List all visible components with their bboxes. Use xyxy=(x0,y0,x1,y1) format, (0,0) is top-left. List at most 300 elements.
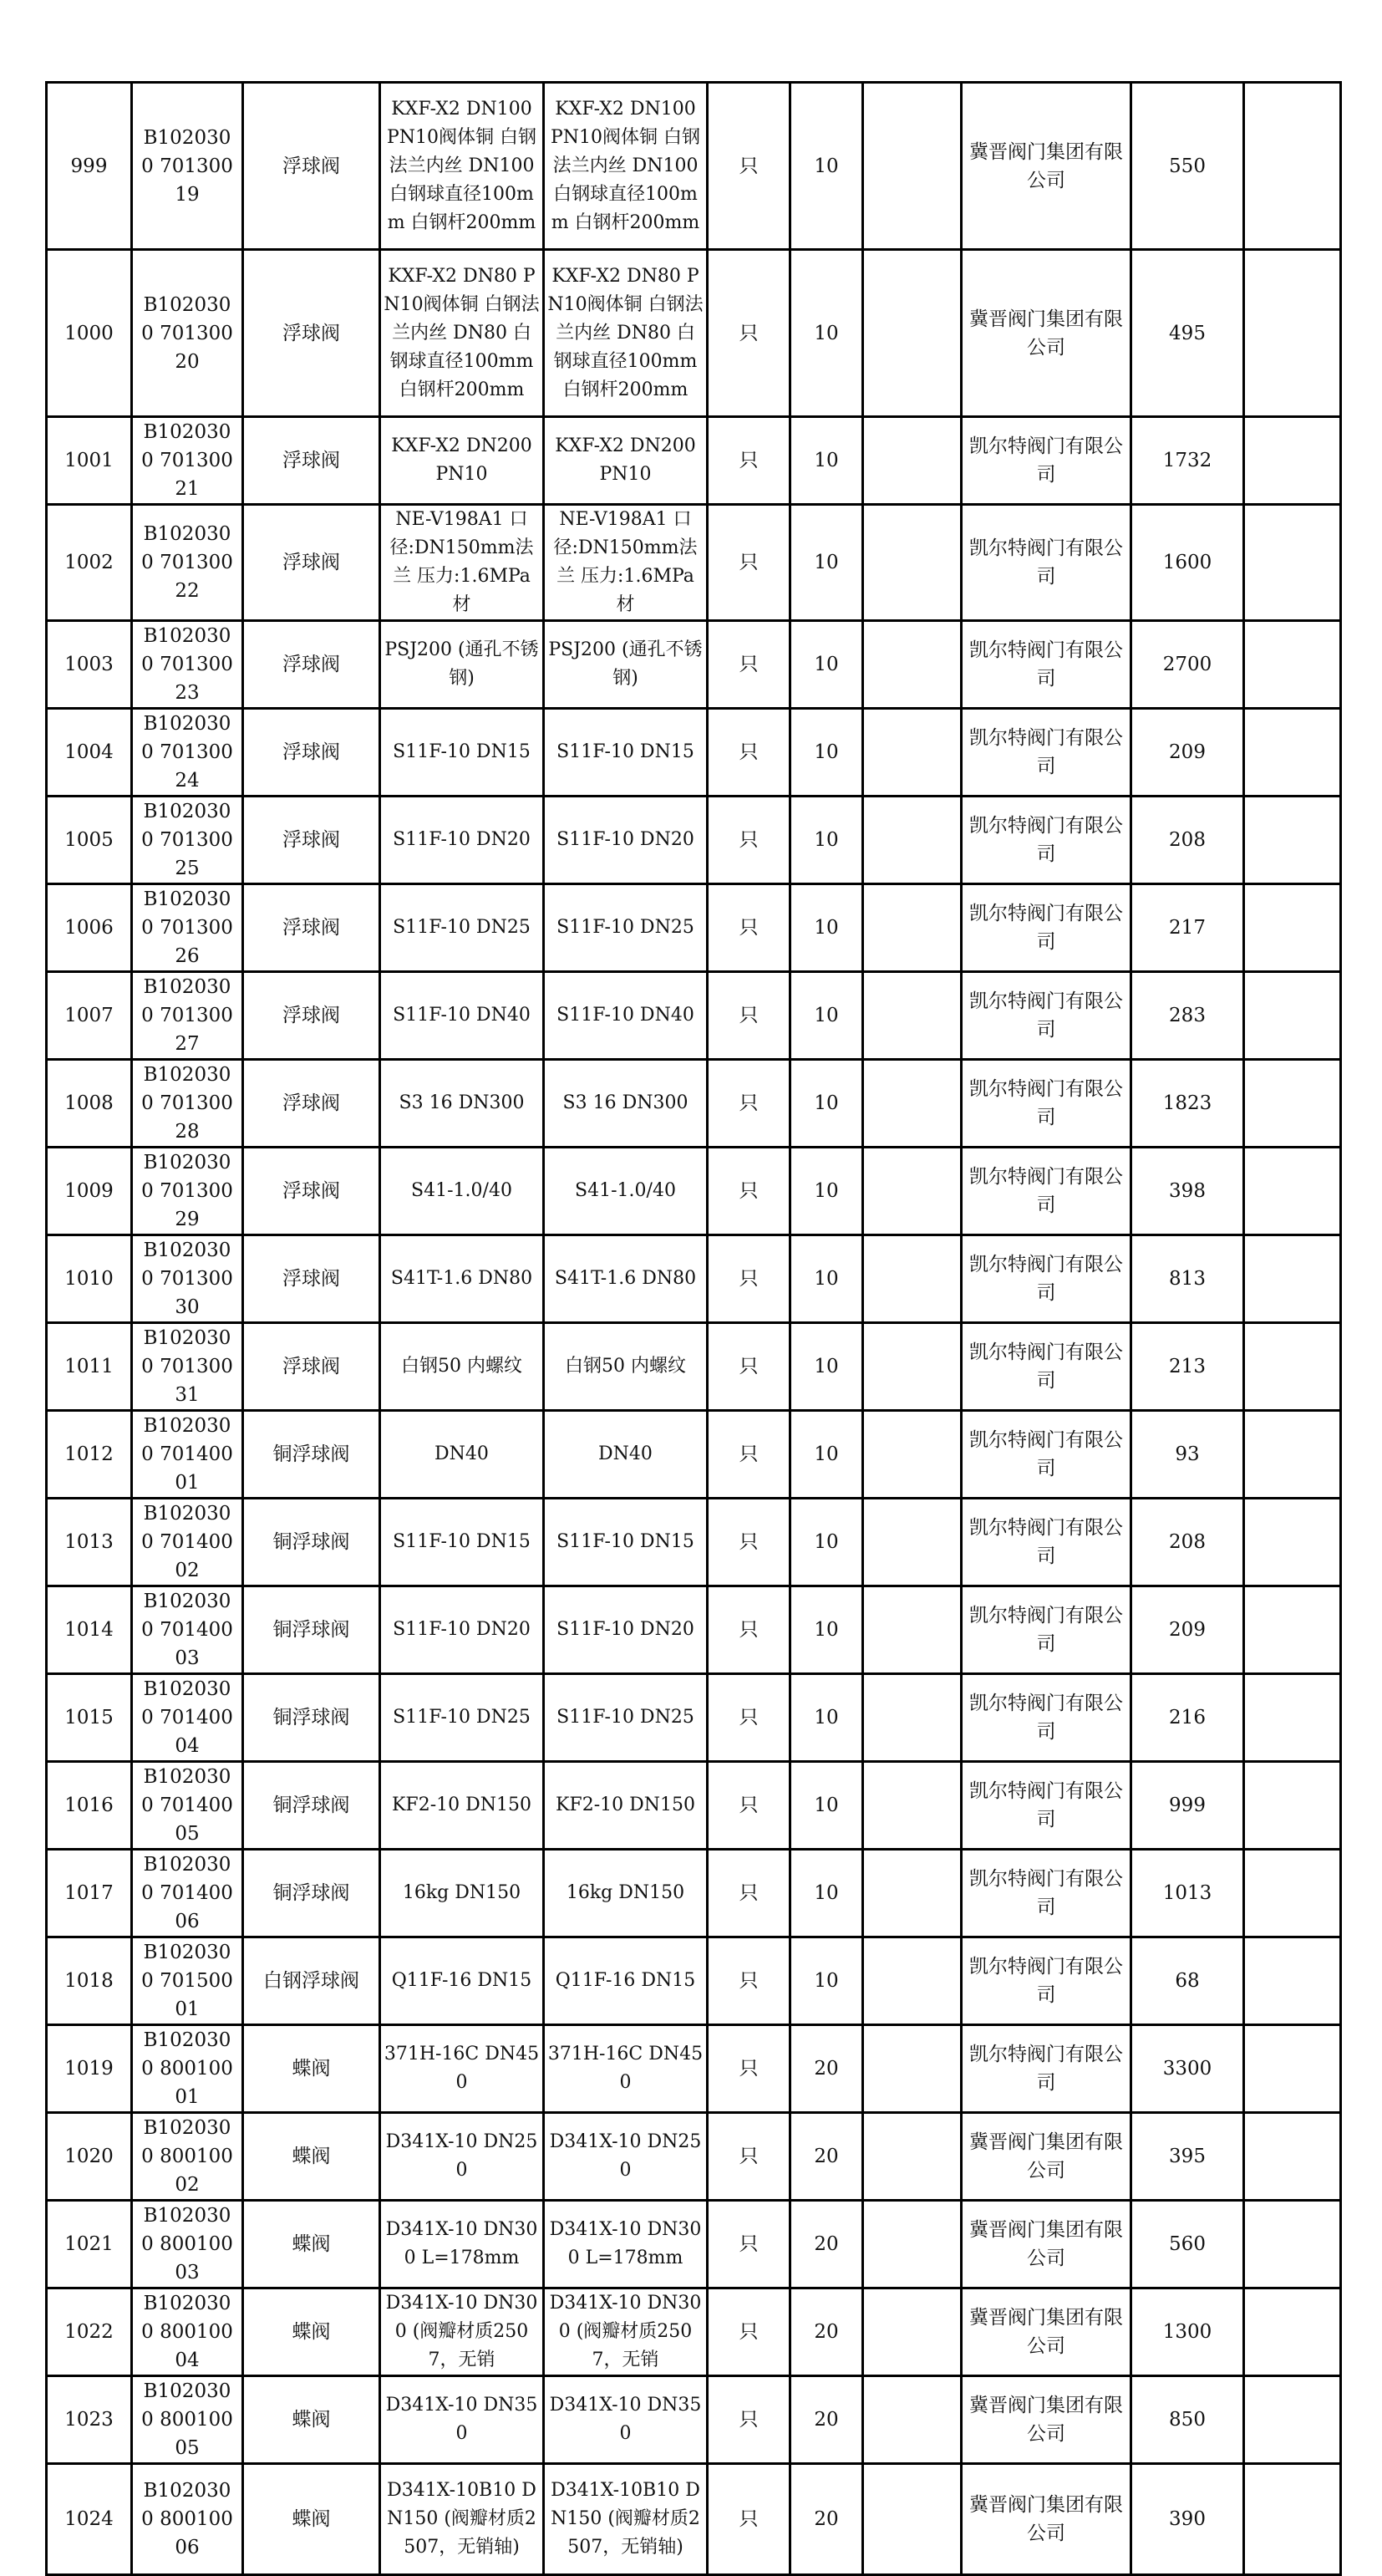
row-number-cell xyxy=(47,83,132,250)
spec-detail-text: 白钢50 内螺纹 xyxy=(565,1356,686,1377)
row-number: 1001 xyxy=(64,450,114,471)
quantity-text: 10 xyxy=(814,1443,839,1465)
quantity-text-cell xyxy=(790,884,863,972)
quantity-text: 10 xyxy=(814,1005,839,1026)
row-number: 1000 xyxy=(64,322,114,344)
unit-text: 只 xyxy=(739,450,759,471)
supplier-name-cell xyxy=(962,1411,1131,1499)
empty-cell-cell xyxy=(1244,1499,1341,1586)
unit-price: 1600 xyxy=(1162,552,1212,573)
supplier-name: 凯尔特阀门有限公司 xyxy=(969,1429,1123,1479)
row-number-cell xyxy=(47,505,132,621)
spec-detail-text: DN40 xyxy=(598,1443,653,1464)
item-code-cell xyxy=(132,2376,243,2464)
quantity-text: 20 xyxy=(814,2409,839,2431)
spec-text-cell xyxy=(380,1586,544,1674)
spec-detail-text-cell xyxy=(544,1499,708,1586)
unit-price: 216 xyxy=(1169,1707,1206,1728)
table-row xyxy=(47,2025,1341,2113)
row-number-cell xyxy=(47,1411,132,1499)
empty-cell-cell xyxy=(863,2201,962,2288)
table-row xyxy=(47,2201,1341,2288)
spec-text: 16kg DN150 xyxy=(402,1882,521,1903)
spec-text-cell xyxy=(380,1235,544,1323)
quantity-text: 20 xyxy=(814,2146,839,2167)
item-name-cell xyxy=(243,709,380,797)
spec-text: D341X-10 DN250 xyxy=(385,2131,538,2181)
unit-text-cell xyxy=(708,1762,790,1850)
row-number: 1015 xyxy=(64,1707,114,1728)
item-code: B1020300 70140006 xyxy=(141,1854,233,1932)
unit-text-cell xyxy=(708,1060,790,1148)
supplier-name: 凯尔特阀门有限公司 xyxy=(969,903,1123,953)
spec-detail-text: KXF-X2 DN200 PN10 xyxy=(555,435,696,485)
empty-cell-cell xyxy=(863,1674,962,1762)
item-name: 铜浮球阀 xyxy=(272,1619,350,1641)
unit-price-cell xyxy=(1131,1937,1244,2025)
empty-cell-cell xyxy=(863,1235,962,1323)
quantity-text-cell xyxy=(790,1850,863,1937)
item-name: 铜浮球阀 xyxy=(272,1531,350,1553)
row-number-cell xyxy=(47,972,132,1060)
quantity-text-cell xyxy=(790,1411,863,1499)
spec-detail-text-cell xyxy=(544,1060,708,1148)
quantity-text: 10 xyxy=(814,1882,839,1904)
item-code-cell xyxy=(132,1411,243,1499)
supplier-name: 凯尔特阀门有限公司 xyxy=(969,1693,1123,1743)
supplier-name: 凯尔特阀门有限公司 xyxy=(969,2044,1123,2094)
item-name-cell xyxy=(243,2288,380,2376)
item-code: B1020300 70130023 xyxy=(141,625,233,704)
item-name-cell xyxy=(243,1850,380,1937)
spec-text: PSJ200 (通孔不锈钢) xyxy=(384,639,539,689)
row-number-cell xyxy=(47,250,132,417)
item-code-cell xyxy=(132,417,243,505)
unit-text: 只 xyxy=(739,2508,759,2530)
spec-detail-text-cell xyxy=(544,1937,708,2025)
quantity-text: 10 xyxy=(814,1092,839,1114)
quantity-text-cell xyxy=(790,1148,863,1235)
unit-price: 1013 xyxy=(1162,1882,1212,1904)
unit-price: 3300 xyxy=(1162,2058,1212,2080)
item-name: 浮球阀 xyxy=(282,450,340,471)
item-name-cell xyxy=(243,621,380,709)
empty-cell-cell xyxy=(1244,621,1341,709)
item-code: B1020300 80010004 xyxy=(141,2293,233,2371)
item-code: B1020300 70140002 xyxy=(141,1503,233,1581)
unit-text: 只 xyxy=(739,1092,759,1114)
empty-cell-cell xyxy=(1244,2025,1341,2113)
row-number-cell xyxy=(47,417,132,505)
table-row xyxy=(47,1586,1341,1674)
unit-text: 只 xyxy=(739,1795,759,1816)
quantity-text-cell xyxy=(790,505,863,621)
item-code-cell xyxy=(132,709,243,797)
item-name-cell xyxy=(243,1411,380,1499)
unit-text-cell xyxy=(708,2464,790,2575)
spec-detail-text: D341X-10 DN350 xyxy=(549,2395,702,2444)
item-code-cell xyxy=(132,884,243,972)
table-row xyxy=(47,250,1341,417)
unit-text: 只 xyxy=(739,917,759,939)
supplier-name: 凯尔特阀门有限公司 xyxy=(969,639,1123,690)
unit-price: 213 xyxy=(1169,1356,1206,1377)
unit-text: 只 xyxy=(739,2233,759,2255)
row-number-cell xyxy=(47,1235,132,1323)
spec-detail-text: 371H-16C DN450 xyxy=(547,2044,704,2093)
item-code: B1020300 70140005 xyxy=(141,1766,233,1845)
row-number-cell xyxy=(47,2201,132,2288)
item-code: B1020300 70150001 xyxy=(141,1942,233,2020)
empty-cell-cell xyxy=(863,709,962,797)
empty-cell-cell xyxy=(1244,1586,1341,1674)
empty-cell-cell xyxy=(1244,417,1341,505)
unit-text-cell xyxy=(708,709,790,797)
spec-detail-text: KXF-X2 DN100 PN10阀体铜 白钢法兰内丝 DN100 白钢球直径100mm 白钢杆200mm xyxy=(550,98,701,233)
spec-text-cell xyxy=(380,1060,544,1148)
spec-text: D341X-10B10 DN150 (阀瓣材质2507，无销轴) xyxy=(387,2480,536,2558)
unit-text: 只 xyxy=(739,1707,759,1728)
item-name: 蝶阀 xyxy=(292,2508,331,2530)
spec-detail-text: KF2-10 DN150 xyxy=(556,1795,695,1815)
quantity-text-cell xyxy=(790,2113,863,2201)
empty-cell-cell xyxy=(863,621,962,709)
item-name-cell xyxy=(243,972,380,1060)
supplier-name-cell xyxy=(962,709,1131,797)
empty-cell-cell xyxy=(1244,709,1341,797)
empty-cell-cell xyxy=(1244,505,1341,621)
unit-price-cell xyxy=(1131,505,1244,621)
row-number: 1021 xyxy=(64,2233,114,2255)
item-code-cell xyxy=(132,621,243,709)
table-row xyxy=(47,2288,1341,2376)
item-code-cell xyxy=(132,1586,243,1674)
row-number: 1017 xyxy=(64,1882,114,1904)
unit-price: 209 xyxy=(1169,741,1206,763)
spec-detail-text-cell xyxy=(544,1235,708,1323)
table-row xyxy=(47,505,1341,621)
table-row xyxy=(47,83,1341,250)
unit-price-cell xyxy=(1131,417,1244,505)
unit-text-cell xyxy=(708,250,790,417)
unit-text-cell xyxy=(708,1586,790,1674)
item-name: 浮球阀 xyxy=(282,917,340,939)
unit-text-cell xyxy=(708,621,790,709)
unit-text: 只 xyxy=(739,2058,759,2080)
empty-cell-cell xyxy=(863,884,962,972)
unit-price-cell xyxy=(1131,709,1244,797)
empty-cell-cell xyxy=(1244,1411,1341,1499)
item-code: B1020300 70130019 xyxy=(141,126,233,206)
item-code: B1020300 70140003 xyxy=(141,1591,233,1669)
quantity-text-cell xyxy=(790,2464,863,2575)
quantity-text: 10 xyxy=(814,829,839,851)
empty-cell-cell xyxy=(863,2464,962,2575)
spec-text: D341X-10 DN300 L=178mm xyxy=(385,2219,538,2268)
row-number: 1019 xyxy=(64,2058,114,2080)
spec-detail-text: S41T-1.6 DN80 xyxy=(554,1268,697,1289)
unit-text-cell xyxy=(708,1850,790,1937)
unit-text: 只 xyxy=(739,1882,759,1904)
supplier-name: 凯尔特阀门有限公司 xyxy=(969,1956,1123,2006)
item-name: 铜浮球阀 xyxy=(272,1443,350,1465)
table-body xyxy=(47,83,1341,2575)
quantity-text: 10 xyxy=(814,155,839,177)
item-code-cell xyxy=(132,2113,243,2201)
item-code-cell xyxy=(132,1323,243,1411)
spec-text: S41T-1.6 DN80 xyxy=(390,1268,533,1289)
unit-price-cell xyxy=(1131,621,1244,709)
quantity-text: 10 xyxy=(814,322,839,344)
item-name-cell xyxy=(243,797,380,884)
unit-text: 只 xyxy=(739,2409,759,2431)
spec-text: KXF-X2 DN80 PN10阀体铜 白钢法兰内丝 DN80 白钢球直径100mm 白钢杆200mm xyxy=(384,265,540,400)
quantity-text-cell xyxy=(790,621,863,709)
unit-text-cell xyxy=(708,797,790,884)
spec-detail-text-cell xyxy=(544,2464,708,2575)
spec-detail-text: D341X-10 DN300 L=178mm xyxy=(549,2219,702,2268)
spec-detail-text-cell xyxy=(544,797,708,884)
spec-text-cell xyxy=(380,2113,544,2201)
quantity-text-cell xyxy=(790,1674,863,1762)
supplier-name-cell xyxy=(962,2113,1131,2201)
empty-cell-cell xyxy=(863,1148,962,1235)
item-code-cell xyxy=(132,250,243,417)
empty-cell-cell xyxy=(863,797,962,884)
spec-detail-text: D341X-10B10 DN150 (阀瓣材质2507，无销轴) xyxy=(551,2480,700,2558)
spec-text: S11F-10 DN25 xyxy=(393,1707,531,1728)
row-number: 1006 xyxy=(64,917,114,939)
supplier-name-cell xyxy=(962,505,1131,621)
unit-price: 1300 xyxy=(1162,2321,1212,2343)
spec-detail-text: D341X-10 DN250 xyxy=(549,2131,702,2181)
item-name-cell xyxy=(243,1148,380,1235)
supplier-name-cell xyxy=(962,2288,1131,2376)
item-name-cell xyxy=(243,1499,380,1586)
unit-price-cell xyxy=(1131,2201,1244,2288)
unit-text-cell xyxy=(708,972,790,1060)
item-code: B1020300 70130021 xyxy=(141,421,233,500)
supplier-name: 冀晋阀门集团有限公司 xyxy=(969,308,1123,359)
spec-detail-text-cell xyxy=(544,2025,708,2113)
supplier-name-cell xyxy=(962,1850,1131,1937)
table-row xyxy=(47,2376,1341,2464)
unit-price: 208 xyxy=(1169,1531,1206,1553)
unit-text-cell xyxy=(708,1148,790,1235)
item-code: B1020300 80010006 xyxy=(141,2480,233,2558)
item-name: 浮球阀 xyxy=(282,322,340,344)
item-name-cell xyxy=(243,417,380,505)
spec-detail-text-cell xyxy=(544,621,708,709)
unit-price-cell xyxy=(1131,1411,1244,1499)
supplier-name: 凯尔特阀门有限公司 xyxy=(969,1517,1123,1567)
spec-detail-text: NE-V198A1 口径:DN150mm法兰 压力:1.6MPa 材 xyxy=(553,509,698,615)
quantity-text: 10 xyxy=(814,552,839,573)
spec-text-cell xyxy=(380,2025,544,2113)
table-row xyxy=(47,621,1341,709)
supplier-name: 凯尔特阀门有限公司 xyxy=(969,1780,1123,1830)
item-name-cell xyxy=(243,2201,380,2288)
spec-detail-text: Q11F-16 DN15 xyxy=(555,1970,696,1991)
spec-detail-text-cell xyxy=(544,250,708,417)
table-row xyxy=(47,1674,1341,1762)
supplier-name: 冀晋阀门集团有限公司 xyxy=(969,140,1123,191)
unit-price: 813 xyxy=(1169,1268,1206,1290)
item-name: 浮球阀 xyxy=(282,741,340,763)
unit-text-cell xyxy=(708,1499,790,1586)
item-code: B1020300 70130027 xyxy=(141,976,233,1055)
spec-text-cell xyxy=(380,2464,544,2575)
item-name-cell xyxy=(243,1060,380,1148)
spec-detail-text: S41-1.0/40 xyxy=(575,1180,676,1201)
spec-text-cell xyxy=(380,1499,544,1586)
empty-cell-cell xyxy=(863,1060,962,1148)
unit-text: 只 xyxy=(739,1005,759,1026)
spec-text: 371H-16C DN450 xyxy=(384,2044,540,2093)
spec-text: S11F-10 DN15 xyxy=(393,741,531,762)
table-row xyxy=(47,1762,1341,1850)
spec-detail-text-cell xyxy=(544,2376,708,2464)
unit-price: 1823 xyxy=(1162,1092,1212,1114)
unit-text-cell xyxy=(708,1411,790,1499)
item-code: B1020300 80010003 xyxy=(141,2205,233,2283)
supplier-name-cell xyxy=(962,1323,1131,1411)
item-name: 蝶阀 xyxy=(292,2409,331,2431)
unit-price-cell xyxy=(1131,1235,1244,1323)
spec-text: KF2-10 DN150 xyxy=(392,1795,531,1815)
spec-text-cell xyxy=(380,884,544,972)
item-name-cell xyxy=(243,505,380,621)
unit-price-cell xyxy=(1131,250,1244,417)
quantity-text: 20 xyxy=(814,2058,839,2080)
unit-price: 395 xyxy=(1169,2146,1206,2167)
row-number-cell xyxy=(47,1586,132,1674)
row-number-cell xyxy=(47,1323,132,1411)
empty-cell-cell xyxy=(863,417,962,505)
unit-price: 68 xyxy=(1175,1970,1200,1992)
spec-detail-text: S11F-10 DN25 xyxy=(556,917,694,938)
row-number-cell xyxy=(47,2025,132,2113)
supplier-name: 冀晋阀门集团有限公司 xyxy=(969,2219,1123,2269)
unit-text-cell xyxy=(708,2376,790,2464)
unit-text: 只 xyxy=(739,829,759,851)
row-number: 1011 xyxy=(64,1356,114,1377)
item-name: 浮球阀 xyxy=(282,155,340,177)
item-code-cell xyxy=(132,972,243,1060)
item-name: 铜浮球阀 xyxy=(272,1707,350,1728)
supplier-name: 冀晋阀门集团有限公司 xyxy=(969,2307,1123,2357)
supplier-name: 凯尔特阀门有限公司 xyxy=(969,1341,1123,1392)
unit-price-cell xyxy=(1131,1499,1244,1586)
row-number: 1018 xyxy=(64,1970,114,1992)
quantity-text: 10 xyxy=(814,1356,839,1377)
row-number: 1010 xyxy=(64,1268,114,1290)
spec-detail-text-cell xyxy=(544,1323,708,1411)
spec-text: 白钢50 内螺纹 xyxy=(401,1356,522,1377)
unit-price: 495 xyxy=(1169,322,1206,344)
spec-detail-text: S11F-10 DN25 xyxy=(556,1707,694,1728)
supplier-name-cell xyxy=(962,2025,1131,2113)
row-number-cell xyxy=(47,2376,132,2464)
table-row xyxy=(47,1850,1341,1937)
row-number-cell xyxy=(47,1060,132,1148)
unit-price: 999 xyxy=(1169,1795,1206,1816)
unit-price: 550 xyxy=(1169,155,1206,177)
unit-text: 只 xyxy=(739,1531,759,1553)
spec-detail-text-cell xyxy=(544,1411,708,1499)
spec-text-cell xyxy=(380,2376,544,2464)
empty-cell-cell xyxy=(1244,2288,1341,2376)
row-number-cell xyxy=(47,2464,132,2575)
spec-text-cell xyxy=(380,505,544,621)
spec-text-cell xyxy=(380,1937,544,2025)
unit-text: 只 xyxy=(739,2146,759,2167)
spec-detail-text: KXF-X2 DN80 PN10阀体铜 白钢法兰内丝 DN80 白钢球直径100mm 白钢杆200mm xyxy=(547,265,704,400)
unit-price-cell xyxy=(1131,83,1244,250)
spec-detail-text: S11F-10 DN40 xyxy=(556,1005,694,1026)
supplier-name-cell xyxy=(962,1235,1131,1323)
spec-text-cell xyxy=(380,1411,544,1499)
spec-detail-text-cell xyxy=(544,1762,708,1850)
quantity-text: 20 xyxy=(814,2321,839,2343)
spec-detail-text: D341X-10 DN300 (阀瓣材质2507，无销 xyxy=(549,2293,702,2370)
spec-text-cell xyxy=(380,1762,544,1850)
unit-price-cell xyxy=(1131,1674,1244,1762)
quantity-text: 10 xyxy=(814,1619,839,1641)
spec-detail-text-cell xyxy=(544,972,708,1060)
item-code-cell xyxy=(132,2201,243,2288)
spec-text: S11F-10 DN15 xyxy=(393,1531,531,1552)
unit-text-cell xyxy=(708,2288,790,2376)
spec-detail-text: S11F-10 DN15 xyxy=(556,741,694,762)
table-row xyxy=(47,2113,1341,2201)
item-name: 浮球阀 xyxy=(282,654,340,675)
table-row xyxy=(47,709,1341,797)
item-code-cell xyxy=(132,2288,243,2376)
item-name: 铜浮球阀 xyxy=(272,1795,350,1816)
supplier-name: 凯尔特阀门有限公司 xyxy=(969,1078,1123,1128)
supplier-name-cell xyxy=(962,1060,1131,1148)
item-name: 浮球阀 xyxy=(282,1356,340,1377)
supplier-name: 凯尔特阀门有限公司 xyxy=(969,435,1123,486)
item-name-cell xyxy=(243,1674,380,1762)
empty-cell-cell xyxy=(863,1762,962,1850)
quantity-text: 10 xyxy=(814,1531,839,1553)
supplier-name-cell xyxy=(962,1937,1131,2025)
quantity-text: 10 xyxy=(814,450,839,471)
empty-cell-cell xyxy=(1244,1937,1341,2025)
unit-price: 209 xyxy=(1169,1619,1206,1641)
quantity-text-cell xyxy=(790,2025,863,2113)
unit-price-cell xyxy=(1131,1762,1244,1850)
spec-text: D341X-10 DN300 (阀瓣材质2507，无销 xyxy=(385,2293,538,2370)
unit-price: 93 xyxy=(1175,1443,1200,1465)
quantity-text-cell xyxy=(790,797,863,884)
unit-price-cell xyxy=(1131,1060,1244,1148)
item-name: 浮球阀 xyxy=(282,1180,340,1202)
item-name-cell xyxy=(243,250,380,417)
item-code: B1020300 80010002 xyxy=(141,2117,233,2196)
unit-price-cell xyxy=(1131,1323,1244,1411)
item-name: 铜浮球阀 xyxy=(272,1882,350,1904)
supplier-name: 凯尔特阀门有限公司 xyxy=(969,727,1123,777)
unit-price: 1732 xyxy=(1162,450,1212,471)
unit-price-cell xyxy=(1131,1586,1244,1674)
item-code: B1020300 70130031 xyxy=(141,1327,233,1406)
row-number: 1012 xyxy=(64,1443,114,1465)
unit-text: 只 xyxy=(739,654,759,675)
unit-price-cell xyxy=(1131,972,1244,1060)
